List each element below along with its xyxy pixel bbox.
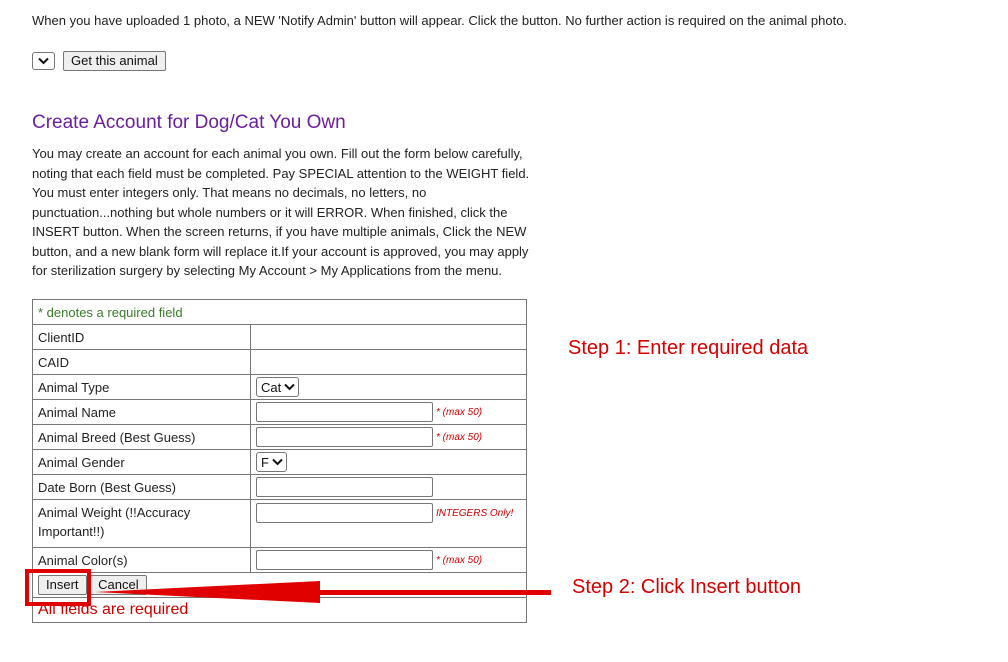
date-born-label: Date Born (Best Guess) <box>33 475 251 500</box>
animal-color-label: Animal Color(s) <box>33 548 251 573</box>
animal-breed-label: Animal Breed (Best Guess) <box>33 425 251 450</box>
chevron-down-icon <box>284 383 295 391</box>
date-born-input[interactable] <box>256 477 433 497</box>
client-id-value <box>251 325 527 350</box>
insert-highlight-box <box>25 569 91 606</box>
animal-weight-hint: INTEGERS Only! <box>436 507 514 519</box>
insert-button[interactable]: Insert <box>38 575 87 595</box>
caid-value <box>251 350 527 375</box>
animal-gender-select[interactable] <box>256 452 287 472</box>
chevron-down-icon <box>272 458 283 466</box>
caid-label: CAID <box>33 350 251 375</box>
animal-gender-selected: F <box>261 454 269 470</box>
step1-annotation: Step 1: Enter required data <box>568 337 809 359</box>
step2-annotation: Step 2: Click Insert button <box>572 576 802 598</box>
animal-name-input[interactable] <box>256 402 433 422</box>
animal-select[interactable] <box>32 52 55 70</box>
arrow-icon <box>95 572 555 604</box>
animal-breed-input[interactable] <box>256 427 433 447</box>
required-note: * denotes a required field <box>33 300 527 325</box>
cancel-button[interactable]: Cancel <box>90 575 146 595</box>
error-message: All fields are required <box>33 598 527 623</box>
animal-type-label: Animal Type <box>33 375 251 400</box>
animal-type-select[interactable] <box>256 377 299 397</box>
chevron-down-icon <box>38 57 49 65</box>
animal-gender-label: Animal Gender <box>33 450 251 475</box>
animal-weight-label: Animal Weight (!!Accuracy Important!!) <box>33 500 251 548</box>
client-id-label: ClientID <box>33 325 251 350</box>
intro-text: You may create an account for each animal you own. Fill out the form below carefully, noting that each field must be completed. Pay SPECIAL attention to the WEIGHT field. You must enter integers only. That means no decimals, no letters, no punctuation...nothing but whole numbers or it will ERROR. When finished, click the INSERT button. When the screen returns, if you have multiple animals, Click the NEW button, and a new blank form will replace it.If your account is approved, you may apply for sterilization surgery by selecting My Account > My Applications from the menu. <box>32 146 530 278</box>
animal-color-input[interactable] <box>256 550 433 570</box>
animal-name-label: Animal Name <box>33 400 251 425</box>
animal-name-hint: * (max 50) <box>436 406 483 418</box>
animal-type-selected: Cat <box>261 379 282 395</box>
animal-breed-hint: * (max 50) <box>436 431 483 443</box>
animal-color-hint: * (max 50) <box>436 554 483 566</box>
upload-notice: When you have uploaded 1 photo, a NEW 'Notify Admin' button will appear. Click the button. No further action is required on the animal photo. <box>32 13 848 28</box>
animal-weight-input[interactable] <box>256 503 433 523</box>
get-animal-button[interactable]: Get this animal <box>63 51 166 71</box>
page-title: Create Account for Dog/Cat You Own <box>32 112 346 133</box>
